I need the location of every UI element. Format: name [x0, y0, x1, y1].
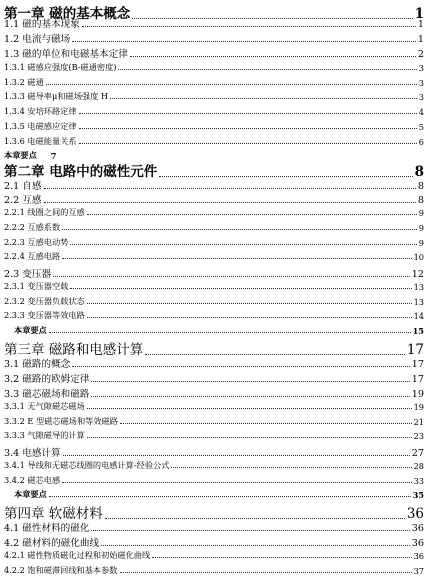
toc-entry-page: 9 — [418, 223, 424, 233]
toc-entry-page: 17 — [411, 359, 424, 370]
toc-subsection-entry — [4, 460, 424, 471]
toc-entry-title: 2.1 自感 — [4, 181, 42, 192]
toc-entry-page: 23 — [413, 431, 424, 441]
toc-entry-title: 3.4 电感计算 — [4, 448, 61, 459]
toc-entry-title: 3.4.2 磁芯电感 — [4, 475, 61, 485]
toc-entry-page: 10 — [413, 252, 424, 262]
toc-entry-title: 4.2.1 磁性物质磁化过程和初始磁化曲线 — [4, 550, 151, 560]
toc-entry-page: 8 — [414, 164, 424, 180]
toc-chapter-entry — [4, 160, 424, 180]
toc-entry-page: 12 — [411, 269, 424, 280]
dot-leader — [79, 127, 417, 129]
toc-subsection-entry — [4, 222, 424, 233]
toc-subsection-entry — [4, 237, 424, 248]
dot-leader — [53, 275, 410, 277]
dot-leader — [62, 481, 411, 483]
toc-subsection-entry — [4, 296, 424, 307]
toc-entry-title: 3.4.1 导线和无磁芯线圈的电感计算-经验公式 — [4, 460, 170, 470]
toc-entry-page: 1 — [414, 6, 424, 22]
dot-leader — [91, 395, 409, 397]
dot-leader — [120, 422, 412, 424]
toc-entry-page: 33 — [413, 476, 424, 486]
toc-entry-title: 本章要点 — [4, 150, 37, 160]
toc-section-entry — [4, 356, 424, 370]
dot-leader — [70, 287, 411, 289]
dot-leader — [79, 112, 417, 114]
dot-leader — [62, 228, 417, 230]
toc-entry-page: 14 — [413, 311, 424, 321]
toc-entry-title: 1.3.3 磁导率μ和磁场强度 H — [4, 91, 108, 101]
toc-section-entry — [4, 386, 424, 400]
toc-entry-title: 2.2 互感 — [4, 195, 42, 206]
toc-entry-title: 第四章 软磁材料 — [4, 506, 103, 522]
toc-entry-title: 4.2 磁材料的磁化曲线 — [4, 538, 100, 549]
toc-entry-title: 2.2.3 互感电动势 — [4, 237, 69, 247]
toc-entry-page: 13 — [413, 297, 424, 307]
dot-leader — [63, 454, 410, 456]
toc-chapter-entry — [4, 338, 424, 358]
dot-leader — [118, 68, 416, 70]
toc-section-entry — [4, 371, 424, 385]
toc-section-entry — [4, 192, 424, 206]
toc-entry-page: 1 — [417, 19, 424, 30]
toc-entry-page: 36 — [411, 538, 424, 549]
toc-chapter-entry — [4, 502, 424, 522]
toc-subsection-entry — [4, 121, 424, 132]
dot-leader — [120, 571, 412, 573]
toc-entry-title: 2.2.1 线圈之间的互感 — [4, 207, 85, 217]
toc-entry-page: 6 — [418, 137, 424, 147]
toc-entry-title: 第二章 电路中的磁性元件 — [4, 164, 158, 180]
toc-entry-page: 36 — [406, 506, 424, 522]
toc-entry-title: 4.2.2 饱和磁滞回线和基本参数 — [4, 565, 118, 575]
toc-key-points-entry — [14, 489, 424, 500]
toc-entry-page: 19 — [411, 389, 424, 400]
toc-entry-title: 1.3.1 磁感应强度(B-磁通密度) — [4, 62, 117, 72]
toc-subsection-entry — [4, 207, 424, 218]
toc-entry-title: 本章要点 — [14, 325, 47, 335]
toc-entry-title: 3.2 磁路的欧姆定律 — [4, 374, 90, 385]
toc-entry-title: 本章要点 — [14, 489, 47, 499]
toc-entry-page: 35 — [412, 490, 424, 500]
dot-leader — [82, 25, 416, 27]
toc-entry-title: 2.3 变压器 — [4, 269, 52, 280]
toc-section-entry — [4, 31, 424, 45]
toc-entry-title: 1.3.4 安培环路定律 — [4, 106, 77, 116]
toc-subsection-entry — [4, 475, 424, 486]
toc-entry-page: 15 — [412, 326, 424, 336]
toc-entry-title: 1.3 磁的单位和电磁基本定律 — [4, 49, 128, 60]
toc-section-entry — [4, 178, 424, 192]
toc-entry-title: 2.3.2 变压器负载状态 — [4, 296, 85, 306]
toc-section-entry — [4, 520, 424, 534]
dot-leader — [130, 55, 416, 57]
toc-entry-title: 1.3.6 电磁能量关系 — [4, 136, 77, 146]
toc-entry-page: 3 — [418, 63, 424, 73]
dot-leader — [49, 495, 411, 497]
toc-entry-page: 27 — [411, 448, 424, 459]
toc-subsection-entry — [4, 416, 424, 427]
toc-entry-page: 1 — [417, 34, 424, 45]
toc-entry-page: 9 — [418, 238, 424, 248]
dot-leader — [91, 529, 409, 531]
toc-entry-title: 1.3.2 磁通 — [4, 77, 44, 87]
dot-leader — [87, 436, 412, 438]
toc-entry-title: 3.1 磁路的概念 — [4, 359, 71, 370]
dot-leader — [110, 97, 417, 99]
toc-subsection-entry — [4, 310, 424, 321]
dot-leader — [145, 353, 405, 355]
dot-leader — [46, 83, 417, 85]
toc-section-entry — [4, 46, 424, 60]
dot-leader — [70, 243, 416, 245]
toc-section-entry — [4, 266, 424, 280]
dot-leader — [79, 142, 417, 144]
toc-entry-page: 8 — [417, 181, 424, 192]
toc-entry-title: 2.2.2 互感系数 — [4, 222, 61, 232]
toc-entry-title: 3.3.2 E 型磁芯磁场和等效磁路 — [4, 416, 118, 426]
toc-entry-page: 9 — [418, 208, 424, 218]
toc-entry-page: 4 — [418, 107, 424, 117]
toc-entry-page: 2 — [417, 49, 424, 60]
toc-subsection-entry — [4, 550, 424, 561]
toc-entry-page: 19 — [413, 402, 424, 412]
toc-entry-page: 5 — [418, 122, 424, 132]
dot-leader — [62, 257, 411, 259]
toc-entry-title: 第三章 磁路和电感计算 — [4, 342, 144, 358]
toc-entry-title: 3.3.3 气隙磁导的计算 — [4, 430, 85, 440]
toc-entry-page: 21 — [413, 417, 424, 427]
toc-entry-title: 3.3 磁芯磁场和磁路 — [4, 389, 90, 400]
toc-entry-title: 2.3.3 变压器等效电路 — [4, 310, 85, 320]
toc-entry-page: 17 — [411, 374, 424, 385]
toc-subsection-entry — [4, 401, 424, 412]
toc-entry-title: 2.2.4 互感电路 — [4, 251, 61, 261]
toc-section-entry — [4, 535, 424, 549]
toc-entry-title: 第一章 磁的基本概念 — [4, 6, 131, 22]
toc-entry-title: 1.3.5 电磁感应定律 — [4, 121, 77, 131]
dot-leader — [44, 187, 416, 189]
toc-subsection-entry — [4, 106, 424, 117]
dot-leader — [171, 466, 411, 468]
toc-section-entry — [4, 445, 424, 459]
toc-entry-page: 37 — [413, 566, 424, 576]
dot-leader — [49, 331, 411, 333]
dot-leader — [44, 201, 416, 203]
toc-entry-title: 3.3.1 无气隙磁芯磁场 — [4, 401, 85, 411]
toc-subsection-entry — [4, 430, 424, 441]
toc-entry-page: 7 — [50, 151, 57, 161]
dot-leader — [152, 556, 411, 558]
toc-entry-title: 1.1 磁的基本现象 — [4, 19, 80, 30]
toc-entry-page: 28 — [413, 461, 424, 471]
toc-entry-page: 3 — [418, 78, 424, 88]
dot-leader — [105, 517, 405, 519]
toc-subsection-entry — [4, 136, 424, 147]
toc-entry-page: 36 — [411, 523, 424, 534]
toc-entry-title: 1.2 电流与磁场 — [4, 34, 71, 45]
toc-subsection-entry — [4, 62, 424, 73]
dot-leader — [87, 407, 412, 409]
toc-entry-page: 13 — [413, 282, 424, 292]
toc-subsection-entry — [4, 77, 424, 88]
toc-subsection-entry — [4, 91, 424, 102]
dot-leader — [87, 302, 412, 304]
toc-subsection-entry — [4, 565, 424, 576]
dot-leader — [87, 316, 412, 318]
toc-entry-page: 36 — [413, 551, 424, 561]
toc-entry-title: 2.3.1 变压器空载 — [4, 281, 69, 291]
toc-subsection-entry — [4, 281, 424, 292]
dot-leader — [91, 380, 409, 382]
toc-key-points-entry — [14, 325, 424, 336]
dot-leader — [87, 213, 417, 215]
dot-leader — [72, 40, 416, 42]
dot-leader — [101, 544, 410, 546]
dot-leader — [72, 365, 410, 367]
toc-section-entry — [4, 16, 424, 30]
toc-entry-page: 8 — [417, 195, 424, 206]
toc-entry-page: 3 — [418, 92, 424, 102]
toc-entry-title: 4.1 磁性材料的磁化 — [4, 523, 90, 534]
toc-entry-page: 17 — [406, 342, 424, 358]
dot-leader — [159, 175, 412, 177]
toc-subsection-entry — [4, 251, 424, 262]
